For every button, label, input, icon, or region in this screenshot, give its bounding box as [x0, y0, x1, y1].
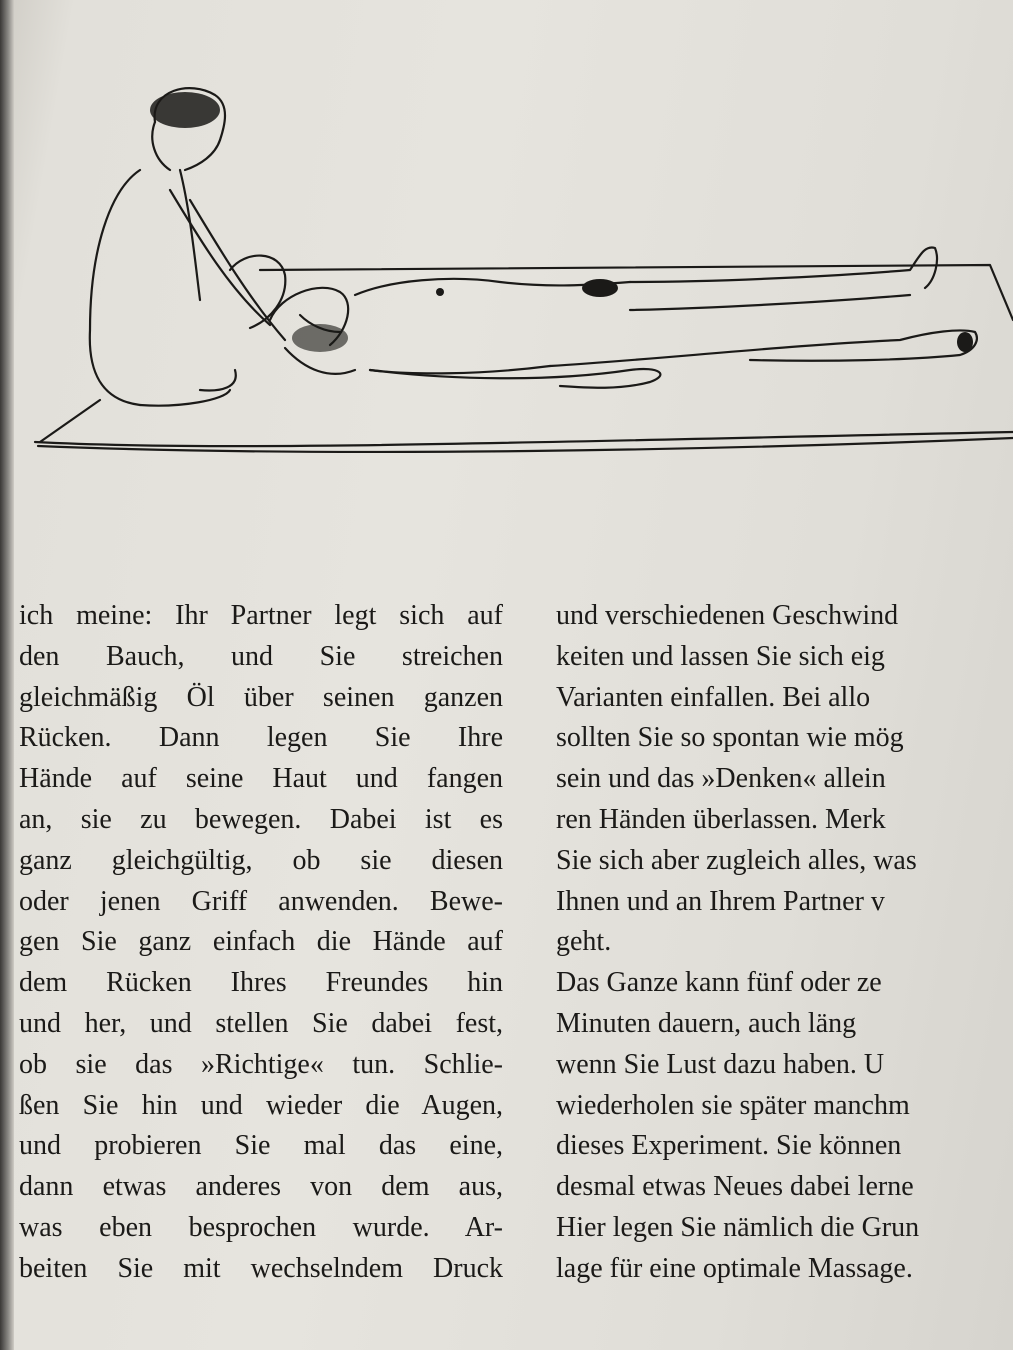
- text-line: an, sie zu bewegen. Dabei ist es: [19, 803, 503, 835]
- text-line: gleichmäßig Öl über seinen ganzen: [19, 681, 503, 713]
- text-line: und probieren Sie mal das eine,: [19, 1130, 503, 1162]
- text-line: Ihnen und an Ihrem Partner v: [556, 885, 885, 917]
- book-gutter-shadow: [0, 0, 14, 1350]
- text-line: und verschiedenen Geschwind: [556, 600, 899, 631]
- left-text-column: [19, 596, 503, 1290]
- text-line: Hände auf seine Haut und fangen: [19, 763, 503, 795]
- text-line: oder jenen Griff anwenden. Bewe-: [19, 885, 503, 917]
- text-line: wiederholen sie später manchm: [556, 1089, 910, 1121]
- text-line: Sie sich aber zugleich alles, was: [556, 844, 917, 876]
- right-text-column: [556, 596, 1013, 1290]
- text-line: geht.: [556, 926, 612, 958]
- text-line: ganz gleichgültig, ob sie diesen: [19, 844, 503, 876]
- text-line: Rücken. Dann legen Sie Ihre: [19, 722, 503, 754]
- text-line: ob sie das »Richtige« tun. Schlie-: [19, 1048, 503, 1080]
- text-line: desmal etwas Neues dabei lerne: [556, 1171, 914, 1203]
- text-line: was eben besprochen wurde. Ar-: [19, 1211, 503, 1243]
- text-line: beiten Sie mit wechselndem Druck: [19, 1252, 503, 1284]
- text-line: ßen Sie hin und wieder die Augen,: [19, 1089, 503, 1121]
- text-line: Das Ganze kann fünf oder ze: [556, 967, 882, 999]
- text-line: Varianten einfallen. Bei allo: [556, 681, 871, 713]
- text-line: Minuten dauern, auch läng: [556, 1007, 857, 1039]
- text-line: dem Rücken Ihres Freundes hin: [19, 967, 503, 999]
- text-line: sollten Sie so spontan wie mög: [556, 722, 904, 754]
- text-line: ren Händen überlassen. Merk: [556, 803, 886, 835]
- text-line: den Bauch, und Sie streichen: [19, 640, 503, 672]
- text-line: gen Sie ganz einfach die Hände auf: [19, 926, 503, 958]
- text-line: lage für eine optimale Massage.: [556, 1252, 913, 1284]
- text-line: wenn Sie Lust dazu haben. U: [556, 1048, 885, 1080]
- text-line: und her, und stellen Sie dabei fest,: [19, 1007, 503, 1039]
- text-line: keiten und lassen Sie sich eig: [556, 640, 885, 672]
- text-line: Hier legen Sie nämlich die Grun: [556, 1211, 920, 1243]
- text-line: dann etwas anderes von dem aus,: [19, 1171, 503, 1203]
- text-line: sein und das »Denken« allein: [556, 763, 886, 795]
- text-line: dieses Experiment. Sie können: [556, 1130, 902, 1162]
- massage-illustration: [30, 70, 1013, 470]
- text-line: ich meine: Ihr Partner legt sich auf: [19, 600, 503, 631]
